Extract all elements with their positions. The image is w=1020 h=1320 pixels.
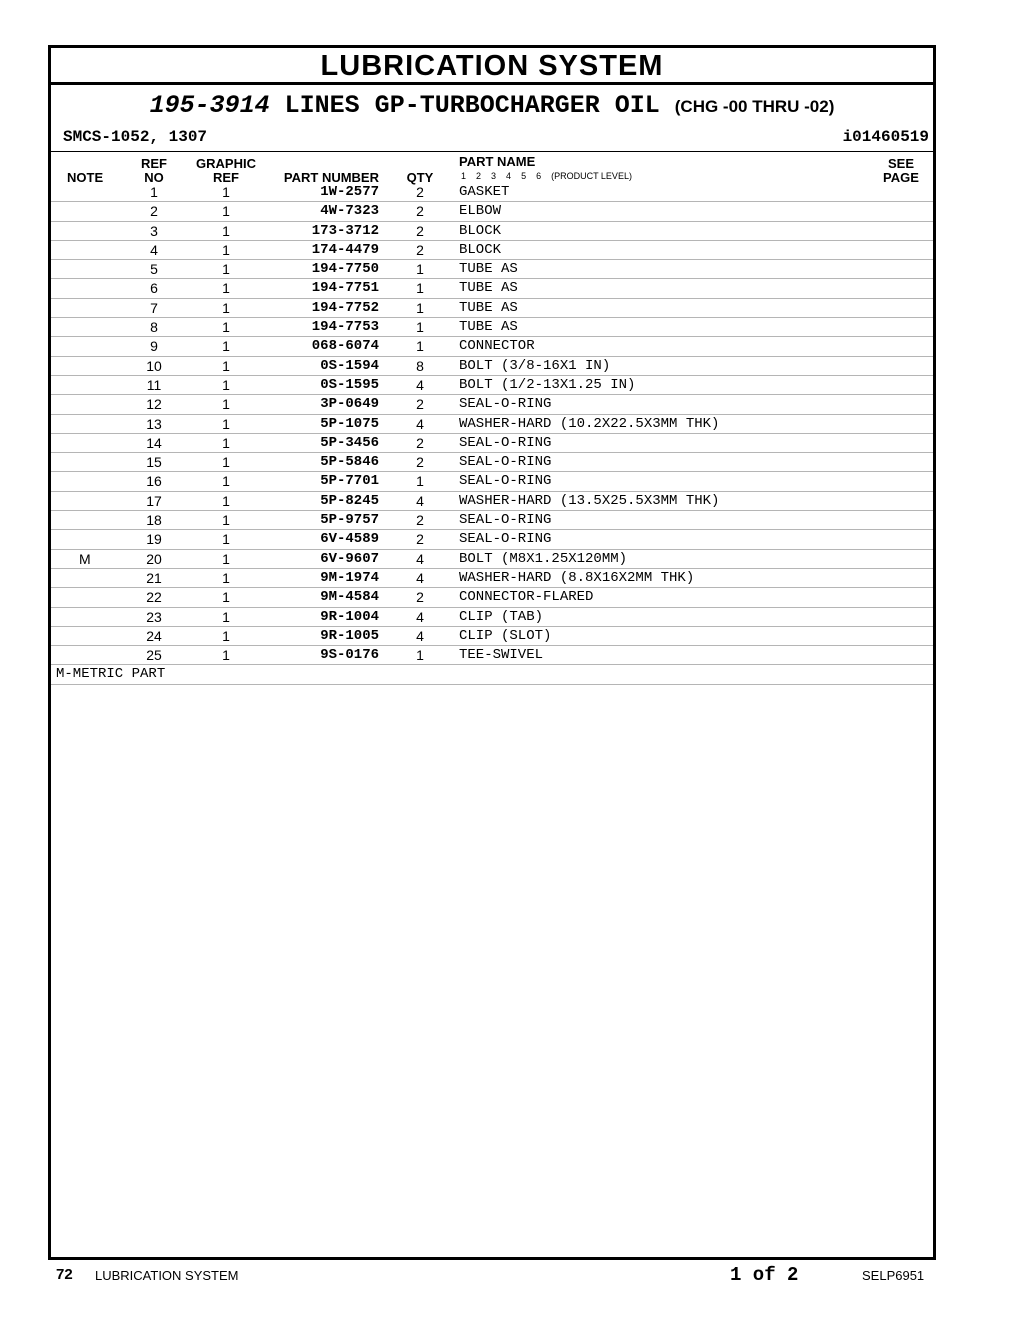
col-ref-header-bottom: NO	[144, 170, 164, 185]
part-name-cell: BOLT (M8X1.25X120MM)	[459, 550, 628, 567]
product-level-2: 2	[476, 171, 482, 181]
ref-cell: 5	[150, 261, 158, 278]
qty-cell: 2	[416, 434, 424, 451]
qty-cell: 1	[416, 647, 424, 664]
table-row	[51, 550, 933, 569]
table-row	[51, 415, 933, 434]
qty-cell: 2	[416, 531, 424, 548]
product-level-3: 3	[491, 171, 497, 181]
qty-cell: 2	[416, 454, 424, 471]
graphic-ref-cell: 1	[222, 338, 230, 355]
part-number-cell: 5P-3456	[320, 434, 379, 451]
group-number: 195-3914	[149, 91, 270, 120]
table-row	[51, 472, 933, 491]
graphic-ref-cell: 1	[222, 647, 230, 664]
part-number-cell: 194-7753	[311, 319, 379, 336]
ref-cell: 8	[150, 319, 158, 336]
ref-cell: 25	[146, 647, 162, 664]
qty-cell: 8	[416, 357, 424, 374]
graphic-ref-cell: 1	[222, 512, 230, 529]
page-title: LUBRICATION SYSTEM	[51, 48, 933, 85]
ref-cell: 19	[146, 531, 162, 548]
footer-page-number: 72	[56, 1266, 73, 1283]
part-name-cell: CONNECTOR-FLARED	[459, 589, 594, 606]
part-number-cell: 9S-0176	[320, 647, 379, 664]
group-heading	[51, 91, 933, 122]
graphic-ref-cell: 1	[222, 473, 230, 490]
table-row	[51, 357, 933, 376]
part-name-cell: WASHER-HARD (13.5X25.5X3MM THK)	[459, 492, 720, 509]
metric-part-legend: M-METRIC PART	[51, 665, 933, 684]
ref-cell: 11	[146, 376, 162, 393]
table-row	[51, 588, 933, 607]
part-number-cell: 173-3712	[311, 222, 379, 239]
part-name-cell: GASKET	[459, 184, 510, 200]
qty-cell: 2	[416, 184, 424, 200]
qty-cell: 1	[416, 280, 424, 297]
graphic-ref-cell: 1	[222, 299, 230, 316]
qty-cell: 4	[416, 492, 424, 509]
qty-cell: 2	[416, 241, 424, 258]
graphic-ref-cell: 1	[222, 608, 230, 625]
part-name-cell: SEAL-O-RING	[459, 473, 552, 490]
table-row	[51, 434, 933, 453]
graphic-ref-cell: 1	[222, 396, 230, 413]
part-number-cell: 9R-1005	[320, 627, 379, 644]
ref-cell: 13	[146, 415, 162, 432]
table-row	[51, 530, 933, 549]
part-number-cell: 9R-1004	[320, 608, 379, 625]
part-number-cell: 5P-5846	[320, 454, 379, 471]
part-name-cell: WASHER-HARD (8.8X16X2MM THK)	[459, 569, 695, 586]
group-name: LINES GP-TURBOCHARGER OIL	[284, 91, 660, 120]
ref-cell: 2	[150, 203, 158, 220]
table-row	[51, 222, 933, 241]
qty-cell: 1	[416, 338, 424, 355]
table-row	[51, 646, 933, 665]
graphic-ref-cell: 1	[222, 222, 230, 239]
table-row	[51, 299, 933, 318]
qty-cell: 4	[416, 608, 424, 625]
graphic-ref-cell: 1	[222, 589, 230, 606]
product-level-label: (PRODUCT LEVEL)	[551, 171, 632, 181]
graphic-ref-cell: 1	[222, 376, 230, 393]
graphic-ref-cell: 1	[222, 280, 230, 297]
ref-cell: 1	[150, 184, 158, 200]
qty-cell: 4	[416, 627, 424, 644]
graphic-ref-cell: 1	[222, 241, 230, 258]
part-number-cell: 194-7752	[311, 299, 379, 316]
table-row	[51, 318, 933, 337]
qty-cell: 4	[416, 376, 424, 393]
part-number-cell: 0S-1595	[320, 376, 379, 393]
part-name-cell: SEAL-O-RING	[459, 512, 552, 529]
part-number-cell: 5P-1075	[320, 415, 379, 432]
col-see-page-header-top: SEE	[887, 156, 914, 171]
product-level-5: 5	[521, 171, 527, 181]
part-name-cell: TUBE AS	[459, 319, 518, 336]
part-name-cell: CLIP (SLOT)	[459, 627, 552, 644]
table-row	[51, 376, 933, 395]
ref-cell: 3	[150, 222, 158, 239]
graphic-ref-cell: 1	[222, 319, 230, 336]
col-part-number-header: PART NUMBER	[283, 170, 379, 185]
col-see-page-header-bottom: PAGE	[883, 170, 919, 185]
ref-cell: 24	[146, 627, 162, 644]
qty-cell: 2	[416, 396, 424, 413]
qty-cell: 1	[416, 473, 424, 490]
parts-list-frame	[48, 45, 936, 1260]
graphic-ref-cell: 1	[222, 627, 230, 644]
graphic-ref-cell: 1	[222, 203, 230, 220]
qty-cell: 4	[416, 415, 424, 432]
part-name-cell: SEAL-O-RING	[459, 531, 552, 548]
part-name-cell: TUBE AS	[459, 261, 518, 278]
ref-cell: 9	[150, 338, 158, 355]
ref-cell: 16	[146, 473, 162, 490]
table-row	[51, 569, 933, 588]
table-row	[51, 183, 933, 202]
product-level-4: 4	[506, 171, 512, 181]
part-name-cell: BLOCK	[459, 241, 502, 258]
part-name-cell: BOLT (3/8-16X1 IN)	[459, 357, 611, 374]
part-name-cell: CLIP (TAB)	[459, 608, 544, 625]
part-number-cell: 174-4479	[311, 241, 379, 258]
footer-sheet-count: 1 of 2	[730, 1264, 799, 1286]
illustration-id: i01460519	[842, 128, 929, 146]
smcs-code: SMCS-1052, 1307	[63, 128, 208, 146]
qty-cell: 4	[416, 569, 424, 586]
table-row	[51, 627, 933, 646]
graphic-ref-cell: 1	[222, 261, 230, 278]
ref-cell: 21	[146, 569, 162, 586]
part-number-cell: 6V-4589	[320, 531, 379, 548]
table-row	[51, 511, 933, 530]
part-name-cell: CONNECTOR	[459, 338, 535, 355]
graphic-ref-cell: 1	[222, 492, 230, 509]
graphic-ref-cell: 1	[222, 434, 230, 451]
part-number-cell: 1W-2577	[320, 184, 379, 200]
col-qty-header: QTY	[406, 170, 434, 185]
col-graphic-header-top: GRAPHIC	[196, 156, 256, 171]
ref-cell: 23	[146, 608, 162, 625]
table-row	[51, 608, 933, 627]
qty-cell: 1	[416, 261, 424, 278]
part-name-cell: BLOCK	[459, 222, 502, 239]
ref-cell: 4	[150, 241, 158, 258]
table-row	[51, 260, 933, 279]
table-row	[51, 337, 933, 356]
graphic-ref-cell: 1	[222, 415, 230, 432]
part-name-cell: TUBE AS	[459, 280, 518, 297]
graphic-ref-cell: 1	[222, 531, 230, 548]
group-change-range: (CHG -00 THRU -02)	[674, 97, 835, 116]
table-row	[51, 202, 933, 221]
ref-cell: 17	[146, 492, 162, 509]
graphic-ref-cell: 1	[222, 569, 230, 586]
table-row	[51, 492, 933, 511]
footer-section-title: LUBRICATION SYSTEM	[95, 1268, 239, 1283]
part-number-cell: 194-7751	[311, 280, 379, 297]
part-number-cell: 194-7750	[311, 261, 379, 278]
note-cell: M	[79, 550, 91, 567]
part-number-cell: 4W-7323	[320, 203, 379, 220]
ref-cell: 7	[150, 299, 158, 316]
part-number-cell: 6V-9607	[320, 550, 379, 567]
part-number-cell: 5P-8245	[320, 492, 379, 509]
table-row	[51, 453, 933, 472]
qty-cell: 2	[416, 512, 424, 529]
graphic-ref-cell: 1	[222, 454, 230, 471]
graphic-ref-cell: 1	[222, 357, 230, 374]
footer-document-code: SELP6951	[862, 1268, 925, 1283]
qty-cell: 2	[416, 589, 424, 606]
ref-cell: 12	[146, 396, 162, 413]
header-divider	[51, 151, 933, 152]
qty-cell: 1	[416, 319, 424, 336]
table-row	[51, 241, 933, 260]
part-number-cell: 5P-7701	[320, 473, 379, 490]
part-number-cell: 5P-9757	[320, 512, 379, 529]
product-level-6: 6	[536, 171, 542, 181]
graphic-ref-cell: 1	[222, 184, 230, 200]
product-level-1: 1	[461, 171, 467, 181]
part-name-cell: BOLT (1/2-13X1.25 IN)	[459, 376, 636, 393]
part-name-cell: TUBE AS	[459, 299, 518, 316]
col-note-header: NOTE	[67, 170, 104, 185]
table-row	[51, 395, 933, 414]
ref-cell: 6	[150, 280, 158, 297]
graphic-ref-cell: 1	[222, 550, 230, 567]
ref-cell: 18	[146, 512, 162, 529]
part-number-cell: 0S-1594	[320, 357, 379, 374]
ref-cell: 22	[146, 589, 162, 606]
part-number-cell: 9M-4584	[320, 589, 379, 606]
part-name-cell: TEE-SWIVEL	[459, 647, 544, 664]
ref-cell: 20	[146, 550, 162, 567]
qty-cell: 1	[416, 299, 424, 316]
part-number-cell: 3P-0649	[320, 396, 379, 413]
ref-cell: 10	[146, 357, 162, 374]
part-number-cell: 9M-1974	[320, 569, 379, 586]
qty-cell: 2	[416, 203, 424, 220]
table-row	[51, 279, 933, 298]
parts-table	[51, 183, 933, 685]
part-name-cell: SEAL-O-RING	[459, 396, 552, 413]
part-name-cell: ELBOW	[459, 203, 502, 220]
qty-cell: 2	[416, 222, 424, 239]
qty-cell: 4	[416, 550, 424, 567]
part-name-cell: SEAL-O-RING	[459, 454, 552, 471]
col-ref-header-top: REF	[141, 156, 167, 171]
part-number-cell: 068-6074	[311, 338, 379, 355]
col-part-name-header: PART NAME	[459, 154, 536, 169]
ref-cell: 14	[146, 434, 162, 451]
ref-cell: 15	[146, 454, 162, 471]
part-name-cell: WASHER-HARD (10.2X22.5X3MM THK)	[459, 415, 720, 432]
part-name-cell: SEAL-O-RING	[459, 434, 552, 451]
col-graphic-header-bottom: REF	[213, 170, 239, 185]
product-level-header	[461, 171, 642, 181]
